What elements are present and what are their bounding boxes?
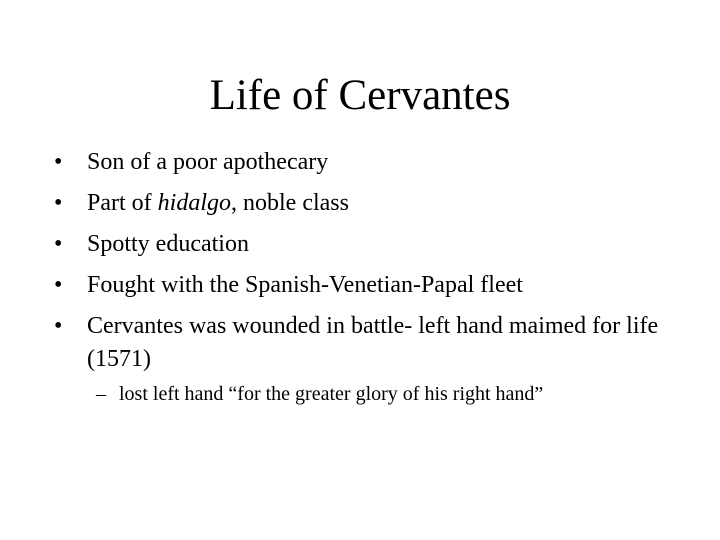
bullet-item bbox=[54, 269, 674, 302]
bullet-marker: • bbox=[54, 313, 63, 339]
bullet-text: Part of bbox=[87, 190, 158, 216]
bullet-text: Son of a poor apothecary bbox=[87, 149, 329, 175]
bullet-text: Spotty education bbox=[87, 231, 249, 257]
slide-title: Life of Cervantes bbox=[209, 72, 511, 119]
sub-bullet-text: lost left hand “for the greater glory of his right hand” bbox=[119, 383, 544, 405]
bullet-text: Fought with the Spanish-Venetian-Papal fleet bbox=[87, 272, 523, 298]
bullet-marker: • bbox=[54, 272, 63, 298]
bullet-item bbox=[54, 310, 674, 376]
bullet-text: Cervantes was wounded in battle- left hand maimed for life (1571) bbox=[87, 313, 659, 372]
sub-bullet-marker: – bbox=[96, 383, 106, 405]
sub-bullet-item bbox=[96, 380, 699, 408]
bullet-list bbox=[54, 146, 674, 384]
bullet-marker: • bbox=[54, 190, 63, 216]
bullet-item bbox=[54, 187, 674, 220]
bullet-item bbox=[54, 228, 674, 261]
bullet-text-tail: , noble class bbox=[231, 190, 349, 216]
bullet-marker: • bbox=[54, 149, 63, 175]
bullet-italic-term: hidalgo bbox=[157, 190, 231, 216]
bullet-item bbox=[54, 146, 674, 179]
bullet-marker: • bbox=[54, 231, 63, 257]
